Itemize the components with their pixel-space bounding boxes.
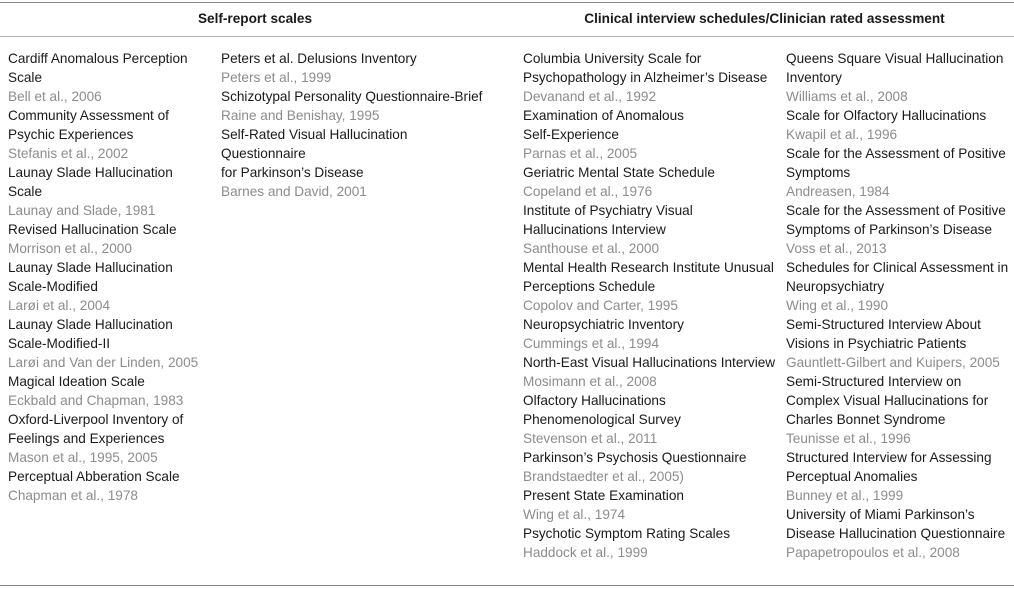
scale-name-line: Parkinson’s Psychosis Questionnaire [523,450,747,465]
scale-entry [786,505,1011,562]
column-clinical-1 [523,49,778,562]
scale-name-line: Scale for the Assessment of Positive [786,203,1006,218]
table-bottom-rule [0,585,1014,586]
scale-entry [221,87,483,125]
scale-name-line: Visions in Psychiatric Patients [786,336,967,351]
scale-entry [523,353,778,391]
scale-entry [786,49,1011,106]
scale-name-line: Psychotic Symptom Rating Scales [523,526,731,541]
scale-entry [523,258,778,315]
scale-citation: Santhouse et al., 2000 [523,241,660,256]
scale-citation: Gauntlett-Gilbert and Kuipers, 2005 [786,355,1000,370]
scale-citation: Raine and Benishay, 1995 [221,108,380,123]
scale-name-line: Oxford-Liverpool Inventory of [8,412,184,427]
scale-entry [786,106,1011,144]
scale-citation: Brandstaedter et al., 2005) [523,469,684,484]
scale-name-line: Hallucinations Interview [523,222,666,237]
scale-citation: Teunisse et al., 1996 [786,431,911,446]
column-clinical-2 [786,49,1011,562]
scale-name-line: Symptoms of Parkinson’s Disease [786,222,993,237]
scale-name-line: Scale-Modified-II [8,336,110,351]
scale-entry [8,49,213,106]
scale-entry [523,524,778,562]
scale-citation: Morrison et al., 2000 [8,241,132,256]
scale-name-line: Launay Slade Hallucination [8,165,173,180]
scale-citation: Barnes and David, 2001 [221,184,367,199]
scale-name-line: Perceptual Anomalies [786,469,918,484]
scale-entry [8,410,213,467]
scale-citation: Larøi and Van der Linden, 2005 [8,355,199,370]
scale-citation: Wing et al., 1990 [786,298,889,313]
scale-citation: Mason et al., 1995, 2005 [8,450,158,465]
scale-citation: Copolov and Carter, 1995 [523,298,678,313]
scale-name-line: Symptoms [786,165,851,180]
scale-entry [786,258,1011,315]
scale-name-line: Geriatric Mental State Schedule [523,165,715,180]
scale-name-line: Structured Interview for Assessing [786,450,992,465]
scale-citation: Kwapil et al., 1996 [786,127,898,142]
header-self-report: Self-report scales [197,11,313,26]
scale-name-line: North-East Visual Hallucinations Interview [523,355,776,370]
scale-citation: Chapman et al., 1978 [8,488,138,503]
scale-name-line: Launay Slade Hallucination [8,260,173,275]
scale-citation: Larøi et al., 2004 [8,298,111,313]
scale-name-line: Revised Hallucination Scale [8,222,177,237]
scale-name-line: Neuropsychiatric Inventory [523,317,684,332]
scale-citation: Andreasen, 1984 [786,184,890,199]
column-self-report-2 [221,49,483,201]
scale-citation: Williams et al., 2008 [786,89,908,104]
scale-citation: Haddock et al., 1999 [523,545,648,560]
scale-name-line: Semi-Structured Interview on [786,374,962,389]
scale-name-line: Neuropsychiatry [786,279,885,294]
scale-entry [8,315,213,372]
scale-citation: Bunney et al., 1999 [786,488,904,503]
scale-name-line: Cardiff Anomalous Perception [8,51,188,66]
column-self-report-1 [8,49,213,505]
scale-citation: Bell et al., 2006 [8,89,102,104]
scale-citation: Stevenson et al., 2011 [523,431,658,446]
scale-name-line: Examination of Anomalous [523,108,684,123]
scale-entry [221,49,483,87]
scale-name-line: Scale for Olfactory Hallucinations [786,108,987,123]
scale-entry [8,220,213,258]
scale-entry [523,201,778,258]
scale-entry [786,144,1011,201]
scale-name-line: Magical Ideation Scale [8,374,145,389]
header-rule [0,36,1014,37]
scale-entry [523,486,778,524]
scale-citation: Voss et al., 2013 [786,241,887,256]
scale-name-line: Scale-Modified [8,279,98,294]
scale-name-line: Perceptual Abberation Scale [8,469,180,484]
scale-name-line: Queens Square Visual Hallucination [786,51,1004,66]
scale-entry [523,391,778,448]
scale-entry [8,467,213,505]
scale-name-line: Complex Visual Hallucinations for [786,393,989,408]
scale-name-line: Scale for the Assessment of Positive [786,146,1006,161]
scale-name-line: Schizotypal Personality Questionnaire-Brief [221,89,483,104]
scale-citation: Eckbald and Chapman, 1983 [8,393,184,408]
scale-entry [523,163,778,201]
scale-entry [523,49,778,106]
scale-entry [786,315,1011,372]
scale-name-line: Scale [8,70,43,85]
scale-name-line: Present State Examination [523,488,684,503]
scale-entry [523,315,778,353]
scale-entry [8,372,213,410]
scale-citation: Cummings et al., 1994 [523,336,660,351]
scale-name-line: Mental Health Research Institute Unusual [523,260,774,275]
scale-name-line: Launay Slade Hallucination [8,317,173,332]
table-top-rule [0,2,1014,3]
scale-name-line: Self-Rated Visual Hallucination Questionnaire [221,127,408,161]
scale-entry [523,106,778,163]
scale-name-line: Columbia University Scale for [523,51,702,66]
scale-entry [523,448,778,486]
scale-citation: Peters et al., 1999 [221,70,332,85]
scale-entry [786,372,1011,448]
scale-citation: Launay and Slade, 1981 [8,203,156,218]
scale-entry [8,258,213,315]
scale-citation: Parnas et al., 2005 [523,146,638,161]
scale-citation: Papapetropoulos et al., 2008 [786,545,960,560]
scale-name-line: Psychic Experiences [8,127,134,142]
scale-citation: Devanand et al., 1992 [523,89,657,104]
scale-name-line: Charles Bonnet Syndrome [786,412,946,427]
scale-name-line: Perceptions Schedule [523,279,656,294]
scale-citation: Copeland et al., 1976 [523,184,653,199]
scale-citation: Stefanis et al., 2002 [8,146,129,161]
scale-name-line: Phenomenological Survey [523,412,681,427]
scale-name-line: Institute of Psychiatry Visual [523,203,693,218]
scale-name-line: Feelings and Experiences [8,431,165,446]
scale-name-line: Schedules for Clinical Assessment in [786,260,1009,275]
scale-name-line: Olfactory Hallucinations [523,393,666,408]
header-clinical: Clinical interview schedules/Clinician rated assessment [584,11,945,26]
scale-name-line: Inventory [786,70,842,85]
scale-entry [786,201,1011,258]
scale-name-line: Semi-Structured Interview About [786,317,981,332]
scale-name-line: Peters et al. Delusions Inventory [221,51,417,66]
scale-name-line: Disease Hallucination Questionnaire [786,526,1006,541]
scale-name-line: for Parkinson’s Disease [221,165,364,180]
scale-name-line: Self-Experience [523,127,619,142]
scale-entry [221,125,483,201]
scale-name-line: Community Assessment of [8,108,169,123]
scale-entry [8,106,213,163]
scale-citation: Mosimann et al., 2008 [523,374,657,389]
scale-name-line: University of Miami Parkinson’s [786,507,975,522]
scale-citation: Wing et al., 1974 [523,507,626,522]
scale-entry [8,163,213,220]
scale-entry [786,448,1011,505]
scale-name-line: Scale [8,184,43,199]
scale-name-line: Psychopathology in Alzheimer’s Disease [523,70,768,85]
